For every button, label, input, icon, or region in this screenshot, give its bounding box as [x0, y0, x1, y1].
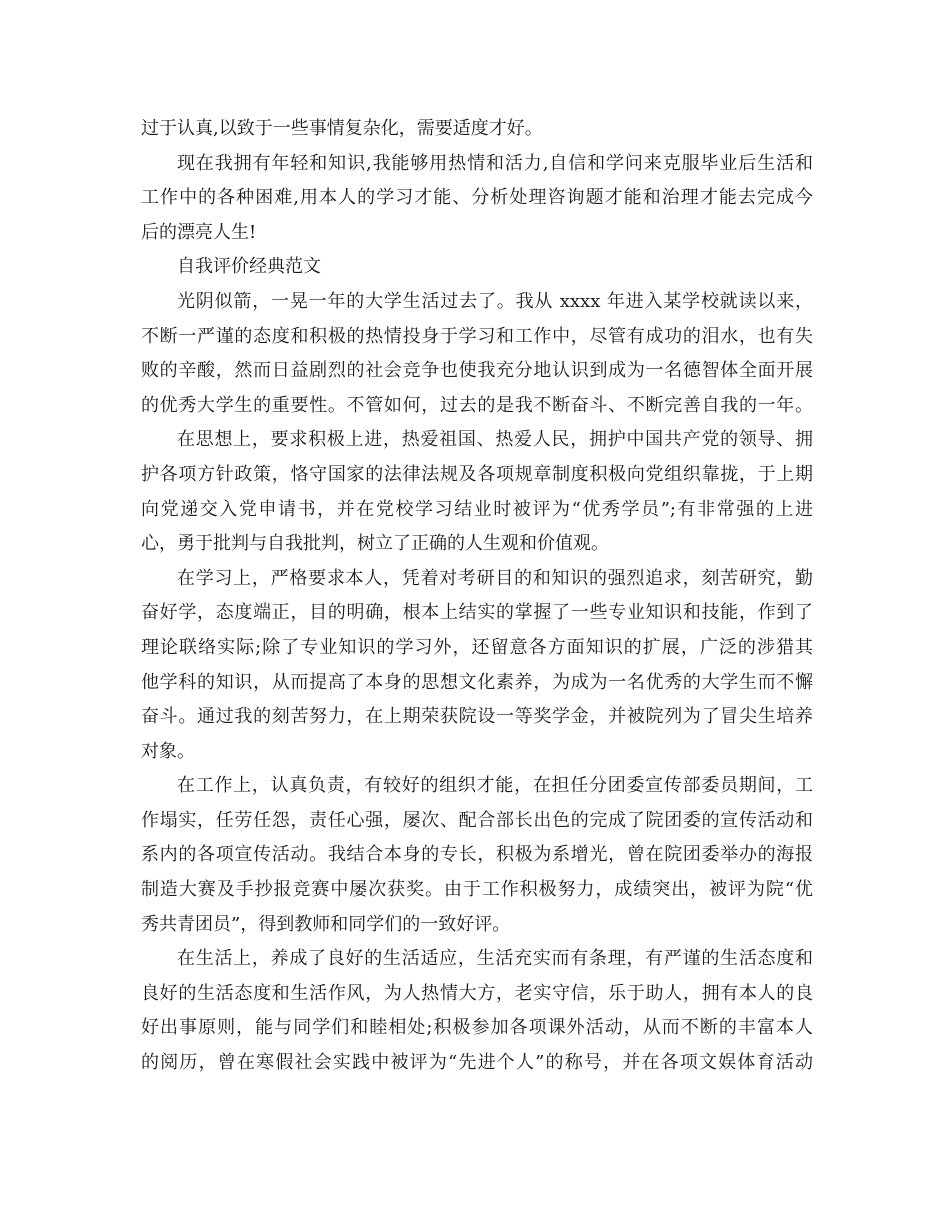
- text-line: 后的漂亮人生!: [141, 221, 257, 243]
- text-line: 秀共青团员”，得到教师和同学们的一致好评。: [141, 913, 511, 935]
- text-line: 自我评价经典范文: [177, 256, 321, 278]
- text-line: 好出事原则，能与同学们和睦相处;积极参加各项课外活动，从而不断的丰富本人: [141, 1017, 813, 1039]
- text-line: 现在我拥有年轻和知识,我能够用热情和活力,自信和学问来克服毕业后生活和: [177, 152, 813, 174]
- text-line: 他学科的知识，从而提高了本身的思想文化素养，为成为一名优秀的大学生而不懈: [141, 671, 813, 693]
- text-line: 在思想上，要求积极上进，热爱祖国、热爱人民，拥护中国共产党的领导、拥: [177, 429, 813, 451]
- text-line: 的阅历，曾在寒假社会实践中被评为“先进个人”的称号，并在各项文娱体育活动: [141, 1052, 813, 1074]
- text-line: 不断一严谨的态度和积极的热情投身于学习和工作中，尽管有成功的泪水，也有失: [141, 325, 813, 347]
- text-line: 心，勇于批判与自我批判，树立了正确的人生观和价值观。: [141, 533, 609, 555]
- text-line: 作塌实，任劳任怨，责任心强，屡次、配合部长出色的完成了院团委的宣传活动和: [141, 809, 813, 831]
- text-line: 过于认真,以致于一些事情复杂化，需要适度才好。: [141, 118, 543, 139]
- text-line: 在生活上，养成了良好的生活适应，生活充实而有条理，有严谨的生活态度和: [177, 948, 813, 970]
- text-line: 的优秀大学生的重要性。不管如何，过去的是我不断奋斗、不断完善自我的一年。: [141, 394, 813, 416]
- text-line: 护各项方针政策，恪守国家的法律法规及各项规章制度积极向党组织靠拢，于上期: [141, 463, 813, 485]
- text-line: 奋斗。通过我的刻苦努力，在上期荣获院设一等奖学金，并被院列为了冒尖生培养: [141, 706, 813, 728]
- text-line: 光阴似箭，一晃一年的大学生活过去了。我从 xxxx 年进入某学校就读以来，: [177, 290, 813, 312]
- text-line: 向党递交入党申请书，并在党校学习结业时被评为“优秀学员”;有非常强的上进: [141, 498, 813, 520]
- text-line: 在学习上，严格要求本人，凭着对考研目的和知识的强烈追求，刻苦研究，勤: [177, 567, 813, 589]
- text-line: 系内的各项宣传活动。我结合本身的专长，积极为系增光，曾在院团委举办的海报: [141, 844, 813, 866]
- text-line: 工作中的各种困难,用本人的学习才能、分析处理咨询题才能和治理才能去完成今: [141, 187, 813, 209]
- text-line: 良好的生活态度和生活作风，为人热情大方，老实守信，乐于助人，拥有本人的良: [141, 982, 813, 1004]
- text-line: 对象。: [141, 740, 195, 762]
- text-line: 奋好学，态度端正，目的明确，根本上结实的掌握了一些专业知识和技能，作到了: [141, 602, 813, 624]
- text-line: 理论联络实际;除了专业知识的学习外，还留意各方面知识的扩展，广泛的涉猎其: [141, 636, 813, 658]
- text-line: 制造大赛及手抄报竞赛中屡次获奖。由于工作积极努力，成绩突出，被评为院“优: [141, 879, 813, 901]
- text-line: 在工作上，认真负责，有较好的组织才能，在担任分团委宣传部委员期间，工: [177, 775, 813, 797]
- text-line: 败的辛酸，然而日益剧烈的社会竞争也使我充分地认识到成为一名德智体全面开展: [141, 360, 813, 382]
- document-body: [141, 112, 813, 1081]
